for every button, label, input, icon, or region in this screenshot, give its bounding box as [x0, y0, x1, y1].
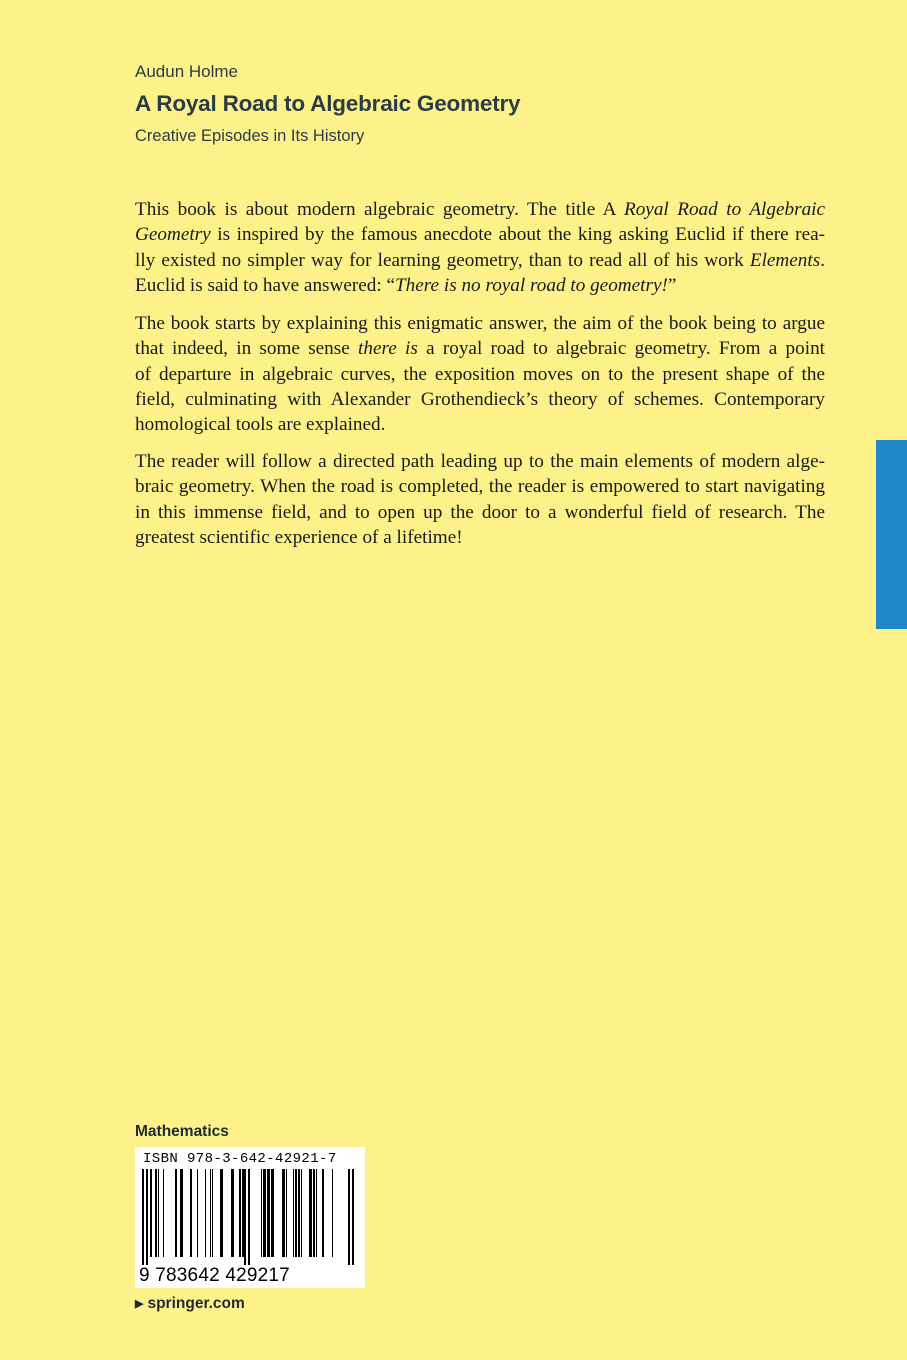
text-run: greatest scientific experience of a lifetime! [135, 526, 463, 548]
text-run: of departure in algebraic curves, the exposition moves on to the present shape of the [135, 363, 825, 385]
barcode-bar [158, 1169, 159, 1257]
text-run: in this immense field, and to open up the door to a wonderful field of research. The [135, 501, 825, 523]
description-paragraph-3 [135, 449, 825, 550]
text-line [135, 412, 825, 437]
text-run: a royal road to algebraic geometry. From a point [417, 338, 826, 360]
barcode-bar [239, 1169, 241, 1257]
description-paragraph-2 [135, 311, 825, 437]
barcode-bar [220, 1169, 223, 1257]
barcode-guard-bar [248, 1169, 250, 1265]
triangle-right-icon: ▶ [135, 1298, 144, 1310]
text-line [135, 336, 825, 361]
barcode-guard-bar [352, 1169, 354, 1265]
barcode-bar [163, 1169, 164, 1257]
text-run: ” [667, 274, 677, 296]
barcode-bar [212, 1169, 213, 1257]
barcode-bar [261, 1169, 262, 1257]
italic-text: Geometry [135, 224, 211, 246]
barcode-bar [301, 1169, 302, 1257]
barcode-bar [175, 1169, 177, 1257]
text-line [135, 525, 825, 550]
barcode-bar [282, 1169, 285, 1257]
text-run: The book starts by explaining this enigmatic answer, the aim of the book being to argue [135, 313, 825, 334]
description-paragraph-1 [135, 197, 825, 298]
isbn-number: ISBN 978-3-642-42921-7 [143, 1151, 337, 1167]
book-title: A Royal Road to Algebraic Geometry [135, 91, 521, 116]
barcode [135, 1147, 365, 1288]
text-line [135, 273, 825, 298]
italic-text: Royal Road to Algebraic [623, 199, 826, 220]
barcode-bar [322, 1169, 324, 1257]
text-line [135, 362, 825, 387]
barcode-bar [155, 1169, 157, 1257]
text-run: lly existed no simpler way for learning geometry, than to read all of his work [135, 249, 750, 271]
publisher-website-link[interactable] [135, 1295, 245, 1313]
text-line [135, 387, 825, 412]
text-line [135, 222, 825, 247]
barcode-bar [332, 1169, 333, 1257]
text-line [135, 449, 825, 474]
text-run: braic geometry. When the road is completed, the reader is empowered to start navigating [135, 476, 825, 498]
barcode-bar [263, 1169, 266, 1257]
subject-category: Mathematics [135, 1123, 229, 1140]
italic-text: There is no royal road to geometry! [395, 274, 668, 296]
text-run: is inspired by the famous anecdote about the king asking Euclid if there rea- [210, 224, 825, 246]
italic-text: there is [358, 338, 418, 360]
author-name: Audun Holme [135, 62, 239, 81]
barcode-bar [210, 1169, 211, 1257]
italic-text: Elements [749, 249, 821, 271]
barcode-bar [190, 1169, 192, 1257]
barcode-guard-bar [348, 1169, 350, 1265]
barcode-bar [313, 1169, 315, 1257]
barcode-bar [293, 1169, 294, 1257]
barcode-guard-bar [244, 1169, 246, 1265]
spine-color-tab [876, 440, 907, 629]
website-label: springer.com [147, 1295, 245, 1312]
text-run: . [820, 249, 825, 271]
text-run: homological tools are explained. [135, 414, 386, 436]
text-line [135, 500, 825, 525]
barcode-bar [309, 1169, 312, 1257]
book-subtitle: Creative Episodes in Its History [135, 127, 365, 145]
barcode-guard-bar [146, 1169, 148, 1265]
barcode-bars [140, 1169, 360, 1265]
barcode-bar [267, 1169, 270, 1257]
barcode-bar [180, 1169, 183, 1257]
barcode-bar [205, 1169, 206, 1257]
barcode-guard-bar [142, 1169, 144, 1265]
text-run: field, culminating with Alexander Grothendieck’s theory of schemes. Contemporary [135, 388, 825, 410]
text-run: The reader will follow a directed path leading up to the main elements of modern alge- [135, 451, 825, 472]
text-line [135, 197, 825, 222]
barcode-bar [298, 1169, 300, 1257]
text-line [135, 311, 825, 336]
barcode-bar [231, 1169, 234, 1257]
barcode-bar [271, 1169, 274, 1257]
text-line [135, 474, 825, 499]
text-run: This book is about modern algebraic geometry. The title A [135, 199, 624, 220]
barcode-bar [286, 1169, 287, 1257]
text-run: that indeed, in some sense [135, 338, 359, 360]
barcode-bar [295, 1169, 297, 1257]
text-run: Euclid is said to have answered: “ [135, 274, 396, 296]
text-line [135, 248, 825, 273]
barcode-bar [150, 1169, 152, 1257]
barcode-bar [242, 1169, 244, 1257]
barcode-bar [316, 1169, 317, 1257]
ean-digits: 9 783642 429217 [139, 1265, 290, 1286]
barcode-bar [197, 1169, 198, 1257]
